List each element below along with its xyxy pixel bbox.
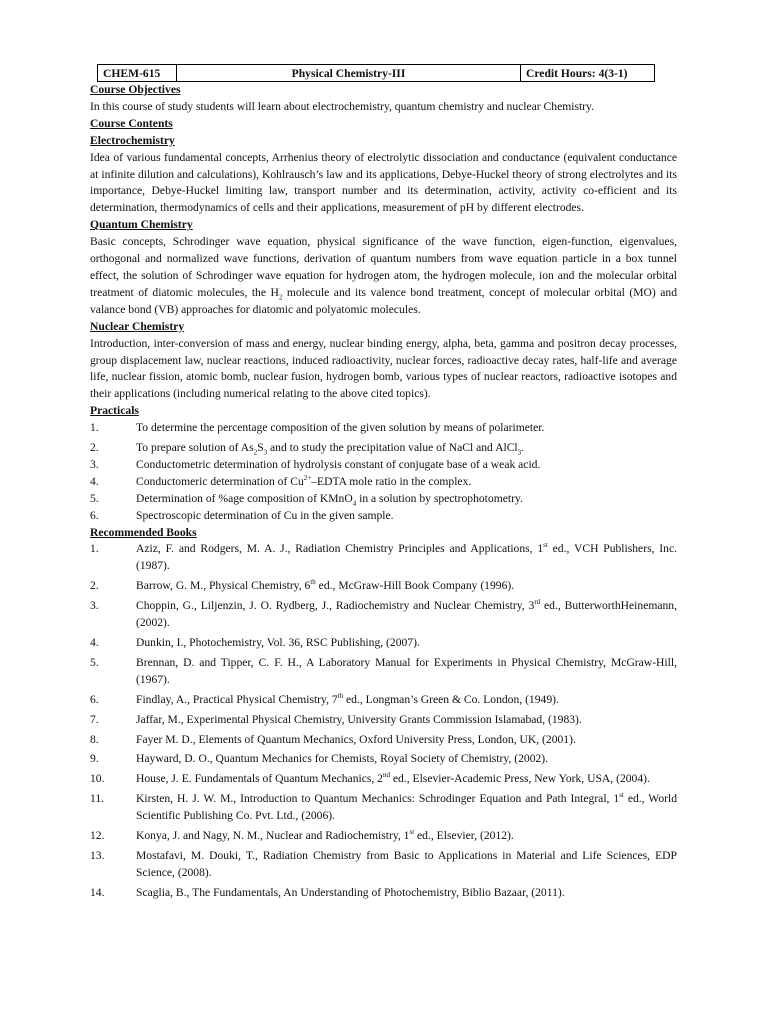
list-item — [90, 541, 677, 575]
item-text-part: Conductomeric determination of Cu — [136, 474, 304, 488]
item-superscript: th — [310, 578, 316, 587]
item-number: 8. — [90, 732, 99, 746]
quantum-text-part: Basic concepts, Schrodinger wave equation, physical significance of the wave function, eigen-function, eigenvalues, orthogonal and normalized wave functions, derivation of quantum numbers from wave equation particle in a box tunnel effect, the solution of Schrodinger wave equation for hydrogen atom, the hydrogen molecule, ion and the molecular orbital treatment of diatomic molecules, the H — [90, 235, 677, 299]
item-number: 2. — [90, 579, 99, 593]
item-text — [136, 474, 677, 491]
course-title: Physical Chemistry-III — [177, 65, 521, 82]
item-text — [136, 635, 677, 652]
item-text — [136, 541, 677, 575]
list-item — [90, 598, 677, 632]
item-text: Spectroscopic determination of Cu in the given sample. — [136, 508, 394, 522]
list-item — [90, 771, 677, 788]
item-text — [136, 732, 677, 749]
list-item — [90, 491, 677, 508]
item-number: 6. — [90, 508, 99, 522]
item-text-part: House, J. E. Fundamentals of Quantum Mechanics, 2 — [136, 772, 383, 786]
objectives-heading: Course Objectives — [90, 83, 181, 96]
item-subscript: 4 — [352, 499, 357, 508]
books-list — [90, 541, 677, 901]
quantum-text-part: molecule and its valence bond treatment, concept of molecular orbital (MO) and valance bond (VB) approaches for diatomic and polyatomic molecules. — [90, 285, 677, 316]
credit-hours: Credit Hours: 4(3-1) — [521, 65, 655, 82]
item-text: To determine the percentage composition of the given solution by means of polarimeter. — [136, 421, 545, 435]
list-item — [90, 751, 677, 768]
item-text-part: Mostafavi, M. Douki, T., Radiation Chemistry from Basic to Applications in Material and Life Sciences, EDP Science, (2008). — [136, 848, 677, 879]
item-number: 9. — [90, 752, 99, 766]
item-number: 3. — [90, 457, 99, 471]
list-item — [90, 712, 677, 729]
item-superscript: st — [543, 541, 548, 550]
item-superscript: st — [619, 791, 624, 800]
item-number: 3. — [90, 599, 99, 613]
item-text-part: ed., Longman’s Green & Co. London, (1949). — [343, 692, 559, 706]
item-text-part: and to study the precipitation value of NaCl and AlCl — [267, 441, 518, 455]
item-text-part: S — [257, 441, 264, 455]
item-text-part: ed., World Scientific Publishing Co. Pvt. Ltd., (2006). — [136, 792, 677, 823]
item-text-part: To prepare solution of As — [136, 441, 254, 455]
item-text-part: ed., Elsevier, (2012). — [414, 829, 514, 843]
item-number: 5. — [90, 655, 99, 669]
item-number: 14. — [90, 885, 105, 899]
item-text-part: Kirsten, H. J. W. M., Introduction to Quantum Mechanics: Schrodinger Equation and Path Integral, 1 — [136, 792, 620, 806]
item-text — [136, 771, 677, 788]
item-text-part: Aziz, F. and Rodgers, M. A. J., Radiation Chemistry Principles and Applications, 1 — [136, 542, 544, 556]
list-item — [90, 732, 677, 749]
item-number: 11. — [90, 792, 105, 806]
item-text — [136, 578, 677, 595]
item-number: 1. — [90, 542, 99, 556]
item-text-part: Determination of %age composition of KMnO — [136, 491, 353, 505]
item-text — [136, 828, 677, 845]
item-superscript: rd — [534, 598, 541, 607]
item-text — [136, 885, 677, 902]
item-number: 5. — [90, 491, 99, 505]
electrochemistry-text: Idea of various fundamental concepts, Arrhenius theory of electrolytic dissociation and conductance (equivalent conductance at infinite dilution and calculations), Kohlrausch’s law and its applications, Debye-Huckel theory of strong electrolytes and its importance, Debye-Huckel limiting law, transport number and its determination, activity, activity co-efficient and its determination, thermodynamics of cells and their applications, measurement of pH by different electrodes. — [90, 150, 677, 215]
item-text-part: ed., ButterworthHeinemann, (2002). — [136, 599, 677, 630]
course-header-table — [97, 64, 655, 82]
item-text — [136, 491, 677, 508]
course-code: CHEM-615 — [98, 65, 177, 82]
quantum-heading: Quantum Chemistry — [90, 218, 193, 232]
item-superscript: nd — [382, 771, 390, 780]
quantum-text — [90, 234, 677, 319]
quantum-subscript: 2 — [278, 293, 283, 302]
item-text-part: Findlay, A., Practical Physical Chemistry, 7 — [136, 692, 338, 706]
item-text-part: Dunkin, I., Photochemistry, Vol. 36, RSC Publishing, (2007). — [136, 636, 420, 649]
item-subscript: 2 — [253, 448, 258, 457]
list-item — [90, 420, 677, 437]
item-text — [136, 440, 677, 457]
list-item — [90, 885, 677, 902]
item-subscript: 3 — [517, 448, 522, 457]
item-text — [136, 692, 677, 709]
list-item — [90, 655, 677, 689]
item-text-part: ed., Elsevier-Academic Press, New York, USA, (2004). — [389, 772, 650, 786]
list-item — [90, 578, 677, 595]
item-text-part: Brennan, D. and Tipper, C. F. H., A Laboratory Manual for Experiments in Physical Chemistry, McGraw-Hill, (1967). — [136, 655, 677, 686]
list-item — [90, 457, 677, 474]
item-superscript: st — [409, 828, 415, 837]
list-item — [90, 791, 677, 825]
item-text-part: Barrow, G. M., Physical Chemistry, 6 — [136, 579, 311, 593]
practicals-heading: Practicals — [90, 404, 139, 418]
nuclear-heading: Nuclear Chemistry — [90, 319, 185, 333]
item-text-part: in a solution by spectrophotometry. — [356, 491, 523, 505]
item-text-part: Choppin, G., Liljenzin, J. O. Rydberg, J., Radiochemistry and Nuclear Chemistry, 3 — [136, 599, 535, 613]
item-superscript: 2+ — [303, 473, 312, 482]
item-text — [136, 598, 677, 632]
item-number: 4. — [90, 474, 99, 488]
item-text — [136, 791, 677, 825]
item-text — [136, 655, 677, 689]
item-superscript: th — [337, 691, 344, 700]
practicals-list — [90, 420, 677, 524]
item-number: 7. — [90, 712, 99, 726]
item-text: Conductometric determination of hydrolysis constant of conjugate base of a weak acid. — [136, 457, 541, 471]
contents-heading: Course Contents — [90, 116, 173, 130]
electrochemistry-heading: Electrochemistry — [90, 133, 175, 147]
item-text-part: –EDTA mole ratio in the complex. — [311, 474, 472, 488]
list-item — [90, 508, 677, 525]
item-text — [136, 712, 677, 729]
item-number: 13. — [90, 848, 105, 862]
item-subscript: 3 — [263, 448, 268, 457]
item-text-part: Scaglia, B., The Fundamentals, An Understanding of Photochemistry, Biblio Bazaar, (2011). — [136, 885, 565, 899]
item-number: 10. — [90, 772, 105, 786]
item-text — [136, 751, 677, 768]
books-heading: Recommended Books — [90, 525, 197, 539]
list-item — [90, 828, 677, 845]
item-text-part: ed., VCH Publishers, Inc. (1987). — [136, 542, 677, 573]
item-number: 2. — [90, 441, 99, 455]
list-item — [90, 474, 677, 491]
item-text-part: ed., McGraw-Hill Book Company (1996). — [315, 579, 515, 593]
item-number: 1. — [90, 421, 99, 435]
item-number: 12. — [90, 829, 105, 843]
list-item — [90, 635, 677, 652]
item-text-part: Fayer M. D., Elements of Quantum Mechanics, Oxford University Press, London, UK, (2001). — [136, 732, 576, 746]
item-text-part: Jaffar, M., Experimental Physical Chemistry, University Grants Commission Islamabad, (1983). — [136, 712, 582, 726]
item-text-part: . — [521, 441, 525, 455]
objectives-text: In this course of study students will learn about electrochemistry, quantum chemistry and nuclear Chemistry. — [90, 99, 594, 113]
list-item — [90, 692, 677, 709]
nuclear-text: Introduction, inter-conversion of mass and energy, nuclear binding energy, alpha, beta, gamma and positron decay processes, group displacement law, nuclear reactions, induced radioactivity, nuclear forces, radioactive decay rates, half-life and average life, nuclear fission, atomic bomb, nuclear fusion, hydrogen bomb, various types of nuclear reactors, radioactive isotopes and their applications (including numerical relating to the above cited topics). — [90, 336, 677, 401]
document-content — [90, 64, 677, 902]
item-text — [136, 848, 677, 882]
list-item — [90, 440, 677, 457]
item-number: 4. — [90, 636, 99, 649]
item-number: 6. — [90, 692, 99, 706]
item-text-part: Konya, J. and Nagy, N. M., Nuclear and Radiochemistry, 1 — [136, 829, 410, 843]
item-text-part: Hayward, D. O., Quantum Mechanics for Chemists, Royal Society of Chemistry, (2002). — [136, 752, 549, 766]
list-item — [90, 848, 677, 882]
